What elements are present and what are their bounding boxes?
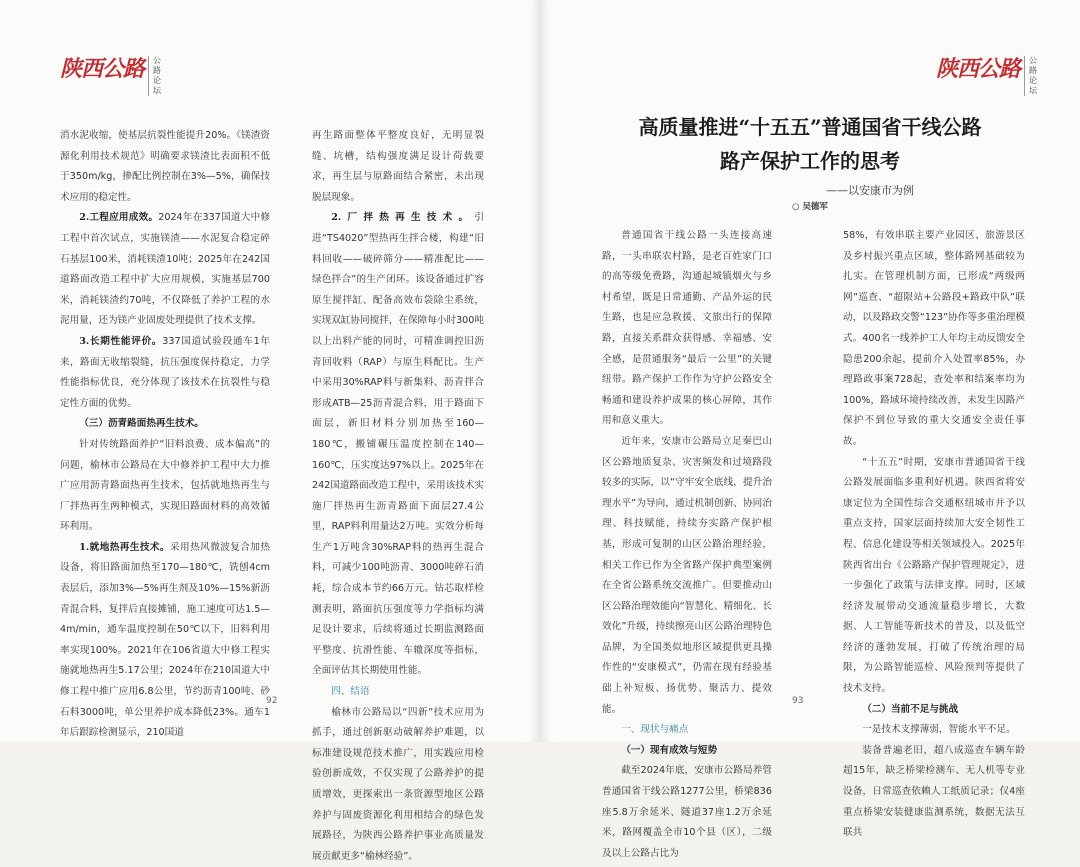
paragraph-text: 再生路面整体平整度良好，无明显裂缝、坑槽，结构强度满足设计荷载要求，再生层与原路面结合紧密，未出现脱层现象。: [312, 130, 484, 203]
paragraph: [60, 435, 270, 538]
subsection-heading: [60, 414, 270, 435]
left-column-1: [60, 126, 271, 739]
paragraph: [843, 741, 1025, 844]
paragraph-text: 消水泥收缩，使基层抗裂性能提升20%。《镁渣资源化利用技术规范》明确要求镁渣比表面积不低于350m/kg，掺配比例控制在3%—5%，确保技术应用的稳定性。: [60, 130, 270, 203]
paragraph-text: 一、现状与痛点: [621, 724, 689, 736]
paragraph: [312, 208, 484, 682]
article-subtitle: ——以安康市为例: [826, 184, 914, 197]
paragraph-text: 引进“TS4020”型热再生拌合楼，构建“旧料回收——破碎筛分——精准配比——绿色拌合”的生产闭环。该设备通过扩容原生搅拌缸、配备高效布袋除尘系统，实现双缸协同搅拌，在保障每小时300吨以上出料产能的同时，可精准调控旧沥青回收料（RAP）与原生料配比。生产中采用30%RAP料与新集料、沥青拌合形成ATB—25沥青混合料，用于路面下面层，新旧材料分别加热至160—180℃，搬铺碾压温度控制在140—160℃，压实度达97%以上。2025年在242国道路面改造工程中，采用该技术实施厂拌热再生沥青路面下面层27.4公里，RAP料利用量达2万吨。实效分析每生产1万吨含30%RAP料的热再生混合料，可减少100吨沥青、3000吨碎石消耗，综合成本节约66万元。钻芯取样检测表明，路面抗压强度等力学指标均满足设计要求，后续将通过长期监测路面平整度、抗滑性能、车辙深度等指标，全面评估其长期使用性能。: [312, 212, 484, 677]
paragraph-text: “十五五”时期，安康市普通国省干线公路发展面临多重利好机遇。陕西省将安康定位为全国性综合交通枢纽城市并予以重点支持，国家层面持续加大安全韧性工程、信息化建设等相关领域投入。2025年陕西省出台《公路路产保护管理规定》，进一步强化了政策与法律支撑。同时，区域经济发展带动交通流量稳步增长，大数据、人工智能等新技术的普及，以及低空经济的蓬勃发展，打破了传统治理的局限，为公路智能巡检、风险预判等提供了技术支持。: [843, 456, 1025, 695]
page-number-right: 93: [792, 696, 804, 706]
paragraph-text: 近年来，安康市公路局立足秦巴山区公路地质复杂、灾害频发和过境路段较多的实际，以“守牢安全底线，提升治理水平”为导向，通过机制创新、协同治理、科技赋能，持续夯实路产保护根基，形成可复制的山区公路治理经验，相关工作已作为全省路产保护典型案例在全省公路系统交流推广。但要推动山区公路治理效能向“智慧化、精细化、长效化”升级，持续擦亮山区公路治理特色品牌，为全国类似地形区域提供更具操作性的“安康模式”，仍需在现有经验基础上补短板、扬优势、聚活力、提效能。: [602, 435, 772, 715]
left-page: [0, 0, 540, 862]
paragraph-lead-heading: 1.就地热再生技术。: [79, 541, 171, 553]
article-author: ○ 吴德军: [792, 202, 828, 212]
paragraph: [602, 226, 772, 432]
header-logo: [936, 56, 1043, 96]
logo-subtitle: 公路论坛: [148, 56, 167, 96]
paragraph-text: 装备普遍老旧，超八成巡查车辆车龄超15年，缺乏桥梁检测车、无人机等专业设备，日常巡查依赖人工纸质记录；仅4座重点桥梁安装健康监测系统，数据无法互联共: [843, 744, 1025, 839]
paragraph-text: （二）当前不足与挑战: [862, 703, 959, 715]
logo-brand: 陕西公路: [60, 56, 145, 82]
paragraph-text: 2024年在337国道大中修工程中首次试点，实施镁渣——水泥复合稳定碎石基层100米，消耗镁渣10吨；2025年在242国道路面改造工程中扩大应用规模，实施基层700米，消耗镁渣约70吨，不仅降低了养护工程的水泥用量，还为镁产业固废处理提供了技术支撑。: [60, 212, 270, 327]
paragraph-text: （三）沥青路面热再生技术。: [79, 418, 204, 430]
paragraph: [312, 126, 484, 208]
paragraph-text: 普通国省干线公路一头连接高速路，一头串联农村路，是老百姓家门口的高等级免费路，沟通起城镇烟火与乡村希望，既是日常通勤、产品外运的民生路，也是应急救援、文旅出行的保障路，直接关系群众获得感、幸福感、安全感，是贯通服务“最后一公里”的关键纽带。路产保护工作作为守护公路安全畅通和建设养护成果的核心屏障，其作用和意义重大。: [602, 230, 772, 427]
paragraph-text: （一）现有成效与短势: [621, 744, 718, 756]
paragraph: [60, 538, 270, 744]
paragraph-text: 58%，有效串联主要产业园区、旅游景区及乡村振兴重点区域，整体路网基础较为扎实。在管理机制方面，已形成“两级两网”巡查、“超限站+公路段+路政中队”联动，以及路政交警“123”协作等多重治理模式。400名一线养护工人年均主动反馈安全隐患200余起，提前介入处置率85%，办理路政事案728起，查处率和结案率均为100%，路域环境持续改善，未发生因路产保护不到位导致的重大交通安全责任事故。: [843, 230, 1025, 447]
paragraph-text: 采用热风微波复合加热设备，将旧路面加热至170—180℃，铣刨4cm表层后，添加3%—5%再生剂及10%—15%新沥青混合料，复拌后直接摊铺，施工速度可达1.5—4m/min，通车温度控制在50℃以下，旧料利用率实现100%。2021年在106省道大中修工程实施就地热再生5.17公里；2024年在210国道大中修工程中推广应用6.8公里，节约沥青100吨、砂石料3000吨，单公里养护成本降低23%。通车1年后跟踪检测显示，210国道: [60, 541, 271, 739]
paragraph-text: 四、结语: [331, 686, 370, 698]
paragraph: [60, 208, 270, 332]
paragraph-text: 针对传统路面养护“旧料浪费、成本偏高”的问题，榆林市公路局在大中修养护工程中大力推广应用沥青路面热再生技术，包括就地热再生与厂拌热再生两种模式，实现旧路面材料的高效循环利用。: [60, 438, 270, 533]
paragraph: [602, 761, 772, 864]
paragraph: [60, 332, 270, 414]
subsection-heading: [602, 741, 772, 762]
logo-brand: 陕西公路: [936, 56, 1021, 82]
paragraph: [60, 126, 270, 208]
article-title-line-1: 高质量推进“十五五”普通国省干线公路: [638, 115, 982, 139]
paragraph: [843, 453, 1025, 700]
section-heading: [602, 720, 772, 741]
right-column-1: [602, 226, 772, 859]
paragraph-lead-heading: 2.工程应用成效。: [79, 212, 159, 224]
paragraph-lead-heading: 2.厂拌热再生技术。: [331, 212, 475, 224]
page-number-left: 92: [266, 696, 278, 706]
subsection-heading: [843, 700, 1025, 721]
paragraph: [843, 720, 1025, 741]
left-column-2: [312, 126, 484, 862]
paragraph: [312, 703, 484, 867]
header-logo: [60, 56, 167, 96]
right-page: [540, 0, 1080, 859]
logo-subtitle: 公路论坛: [1024, 56, 1043, 96]
paragraph-text: 截至2024年底，安康市公路局养管普通国省干线公路1277公里，桥梁836座5.8万余延米、隧道37座1.2万余延米，路网覆盖全市10个县（区），二级及以上公路占比为: [602, 765, 772, 859]
article-title-line-2: 路产保护工作的思考: [720, 149, 900, 173]
paragraph-lead-heading: 3.长期性能评价。: [79, 335, 163, 347]
paragraph-text: 一是技术支撑薄弱，智能水平不足。: [862, 724, 1016, 736]
paragraph: [843, 226, 1025, 453]
paragraph-text: 榆林市公路局以“四新”技术应用为抓手，通过创新驱动破解养护难题，以标准建设规范技术推广，用实践应用检验创新成效，不仅实现了公路养护的提质增效，更探索出一条资源型地区公路养护与固废资源化利用相结合的绿色发展路径，为陕西公路养护事业高质量发展贡献更多“榆林经验”。: [312, 706, 484, 862]
paragraph-text: 337国道试验段通车1年来，路面无收缩裂缝，抗压强度保持稳定，力学性能指标优良，充分体现了该技术在抗裂性与稳定性方面的优势。: [60, 335, 271, 409]
article-title: [580, 110, 1040, 178]
paragraph: [602, 432, 772, 720]
right-column-2: [843, 226, 1025, 839]
section-heading: [312, 682, 484, 703]
